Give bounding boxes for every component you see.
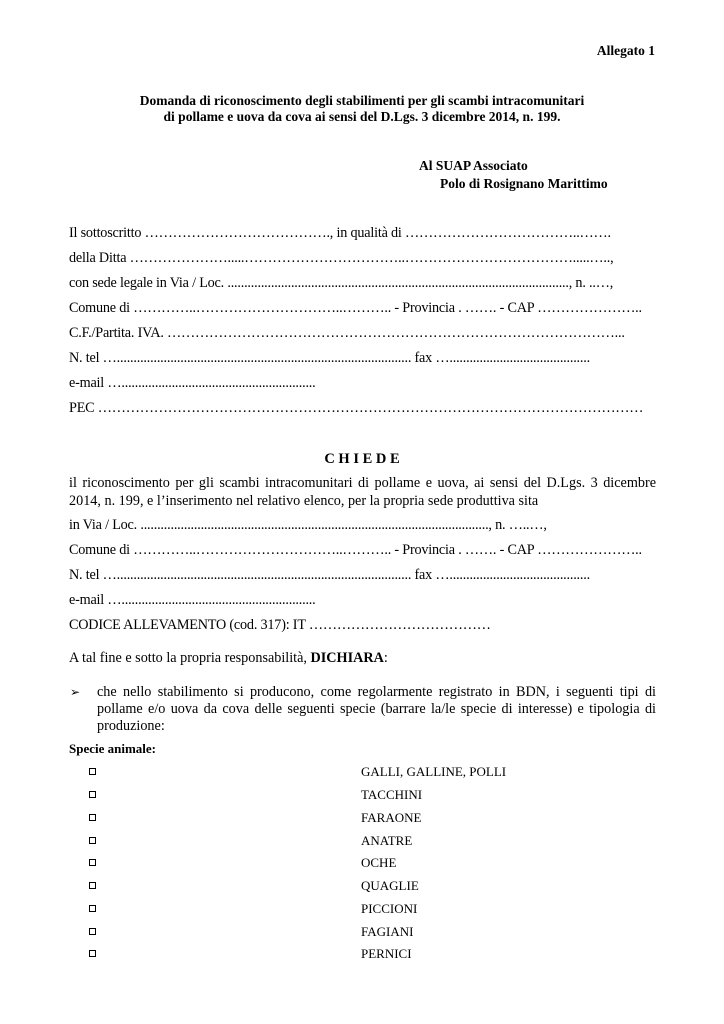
species-checkbox[interactable]: [89, 928, 96, 935]
declaration-line: [69, 650, 388, 667]
species-label: TACCHINI: [361, 787, 423, 802]
form-row-name: Il sottoscritto …………………………………., in qualità di ………………………………..…….: [69, 225, 611, 241]
form-row-address: con sede legale in Via / Loc. ......................................................................................................, n. ..…,: [69, 275, 614, 291]
species-checkbox[interactable]: [89, 814, 96, 821]
species-checkbox[interactable]: [89, 882, 96, 889]
site-row-address: in Via / Loc. ........................................................................................................, n. …..…,: [69, 517, 547, 533]
annex-label: Allegato 1: [596, 43, 655, 58]
chiede-heading: C H I E D E: [324, 451, 400, 467]
species-checkbox[interactable]: [89, 950, 96, 957]
species-checkbox[interactable]: [89, 791, 96, 798]
recipient-line-1: Al SUAP Associato: [419, 158, 528, 173]
form-row-email: e-mail …..........................................................: [69, 375, 316, 391]
species-label: OCHE: [361, 855, 397, 870]
species-checkbox[interactable]: [89, 768, 96, 775]
form-row-phone: N. tel …........................................................................................ fax …..........................................: [69, 350, 590, 366]
site-row-comune: Comune di …………..…………………………..……….. - Provincia . ……. - CAP …………………..: [69, 542, 642, 558]
title-line-1: Domanda di riconoscimento degli stabilimenti per gli scambi intracomunitari: [139, 93, 585, 108]
title-line-2: di pollame e uova da cova ai sensi del D.Lgs. 3 dicembre 2014, n. 199.: [163, 109, 561, 124]
species-checkbox[interactable]: [89, 859, 96, 866]
species-label: GALLI, GALLINE, POLLI: [361, 764, 507, 779]
form-row-comune: Comune di …………..…………………………..……….. - Provincia . ……. - CAP …………………..: [69, 300, 642, 316]
site-row-email: e-mail …..........................................................: [69, 592, 316, 608]
form-row-vat: C.F./Partita. IVA. ……………………………………………………………………………………...: [69, 325, 625, 341]
form-row-company: della Ditta ………………….....……………………………..……………………………….....…..,: [69, 250, 614, 266]
species-label: QUAGLIE: [361, 878, 419, 893]
declaration-prefix: A tal fine e sotto la propria responsabilità,: [69, 650, 311, 666]
form-row-pec: PEC ………………………………………………………………………………………………………: [69, 400, 644, 416]
species-label: FAGIANI: [361, 924, 414, 939]
species-label: FARAONE: [361, 810, 422, 825]
declaration-keyword: DICHIARA: [310, 650, 384, 666]
arrow-bullet-icon: ➢: [70, 685, 81, 699]
site-row-phone: N. tel …........................................................................................ fax …..........................................: [69, 567, 590, 583]
declaration-colon: :: [383, 650, 388, 666]
species-checkbox[interactable]: [89, 905, 96, 912]
request-paragraph: il riconoscimento per gli scambi intracomunitari di pollame e uova, ai sensi del D.Lgs. 3 dicembre 2014, n. 199, e l’inserimento nel relativo elenco, per la propria sede produttiva sita: [69, 475, 656, 509]
species-heading: Specie animale:: [69, 741, 157, 756]
species-label: ANATRE: [361, 833, 413, 848]
species-label: PICCIONI: [361, 901, 418, 916]
bullet-paragraph: che nello stabilimento si producono, come regolarmente registrato in BDN, i seguenti tipi di pollame e/o uova da cova delle seguenti specie (barrare la/le specie di interesse) e tipologia di produzione:: [97, 684, 656, 734]
species-label: PERNICI: [361, 946, 412, 961]
site-row-farm-code: CODICE ALLEVAMENTO (cod. 317): IT …………………………………: [69, 617, 491, 633]
species-checkbox[interactable]: [89, 837, 96, 844]
recipient-line-2: Polo di Rosignano Marittimo: [440, 176, 608, 191]
